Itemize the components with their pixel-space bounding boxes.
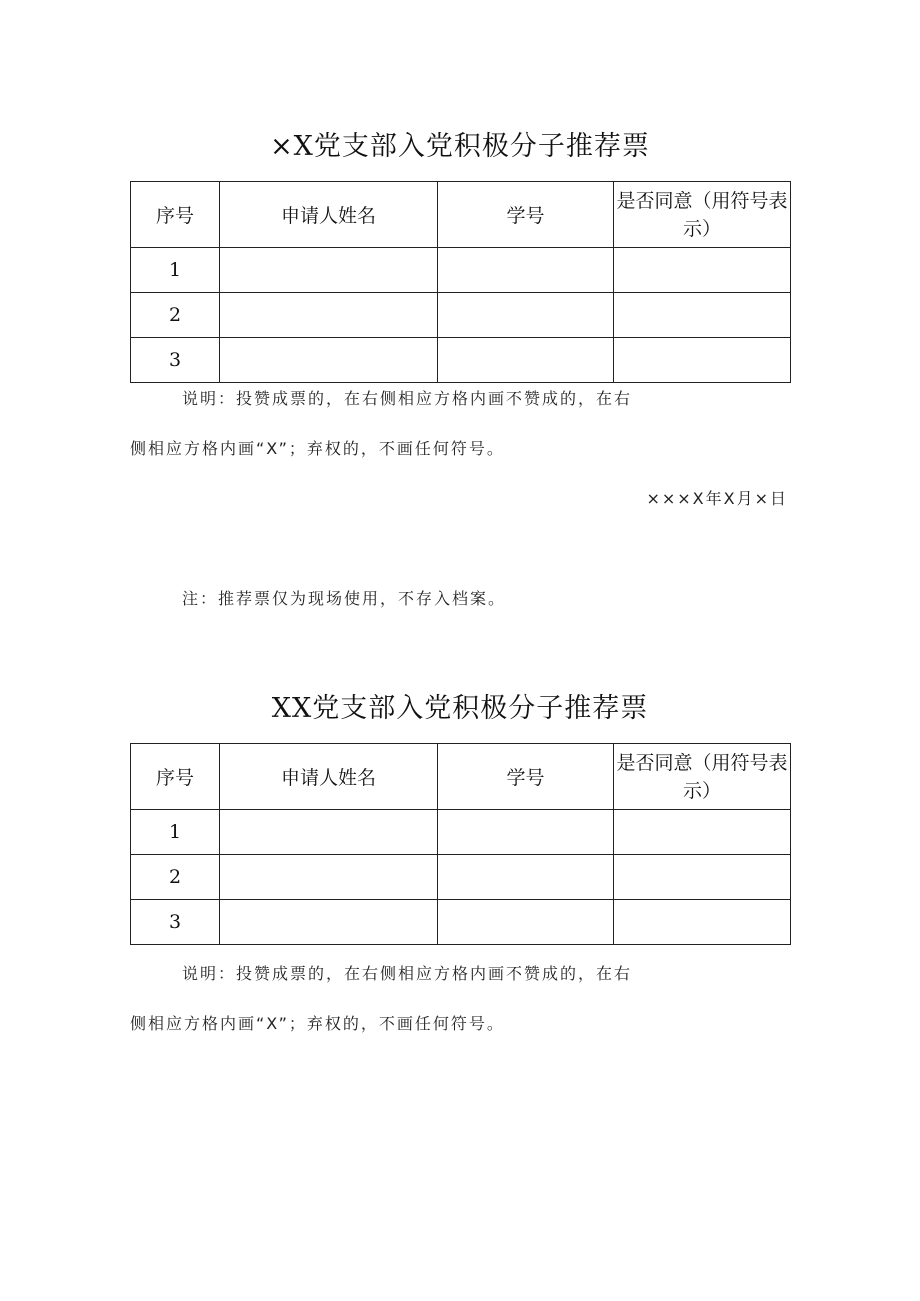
- name-cell[interactable]: [220, 293, 438, 338]
- header-student-id: 学号: [438, 744, 614, 810]
- agree-cell[interactable]: [614, 248, 791, 293]
- name-cell[interactable]: [220, 900, 438, 945]
- header-agree: 是否同意（用符号表示）: [614, 182, 791, 248]
- ballot-1-date: ×××X年X月×日: [646, 489, 788, 508]
- student-id-cell[interactable]: [438, 248, 614, 293]
- ballot-1-table: [130, 181, 791, 383]
- row-seq: 3: [131, 900, 220, 945]
- name-cell[interactable]: [220, 248, 438, 293]
- ballot-1-note: 注：推荐票仅为现场使用，不存入档案。: [182, 589, 507, 608]
- table-row: [131, 900, 791, 945]
- table-row: [131, 810, 791, 855]
- ballot-1-title: ×X党支部入党积极分子推荐票: [270, 131, 650, 162]
- student-id-cell[interactable]: [438, 855, 614, 900]
- table-row: [131, 855, 791, 900]
- agree-cell[interactable]: [614, 338, 791, 383]
- row-seq: 3: [131, 338, 220, 383]
- name-cell[interactable]: [220, 338, 438, 383]
- agree-cell[interactable]: [614, 810, 791, 855]
- ballot-2-title: XX党支部入党积极分子推荐票: [271, 693, 649, 724]
- header-applicant-name: 申请人姓名: [220, 182, 438, 248]
- table-row: [131, 293, 791, 338]
- agree-cell[interactable]: [614, 900, 791, 945]
- row-seq: 2: [131, 293, 220, 338]
- student-id-cell[interactable]: [438, 810, 614, 855]
- ballot-1-explanation-line-1: 说明：投赞成票的，在右侧相应方格内画不赞成的，在右: [182, 389, 633, 408]
- header-agree: 是否同意（用符号表示）: [614, 744, 791, 810]
- student-id-cell[interactable]: [438, 293, 614, 338]
- table-header-row: [131, 744, 791, 810]
- table-header-row: [131, 182, 791, 248]
- table-row: [131, 338, 791, 383]
- name-cell[interactable]: [220, 855, 438, 900]
- name-cell[interactable]: [220, 810, 438, 855]
- header-seq: 序号: [131, 744, 220, 810]
- header-student-id: 学号: [438, 182, 614, 248]
- row-seq: 2: [131, 855, 220, 900]
- ballot-2-explanation-line-2: 侧相应方格内画“X”；弃权的，不画任何符号。: [130, 1014, 505, 1033]
- ballot-2-explanation-line-1: 说明：投赞成票的，在右侧相应方格内画不赞成的，在右: [182, 964, 633, 983]
- ballot-2-table: [130, 743, 791, 945]
- table-row: [131, 248, 791, 293]
- agree-cell[interactable]: [614, 293, 791, 338]
- row-seq: 1: [131, 248, 220, 293]
- header-seq: 序号: [131, 182, 220, 248]
- header-applicant-name: 申请人姓名: [220, 744, 438, 810]
- row-seq: 1: [131, 810, 220, 855]
- agree-cell[interactable]: [614, 855, 791, 900]
- student-id-cell[interactable]: [438, 900, 614, 945]
- ballot-1-explanation-line-2: 侧相应方格内画“X”；弃权的，不画任何符号。: [130, 439, 505, 458]
- student-id-cell[interactable]: [438, 338, 614, 383]
